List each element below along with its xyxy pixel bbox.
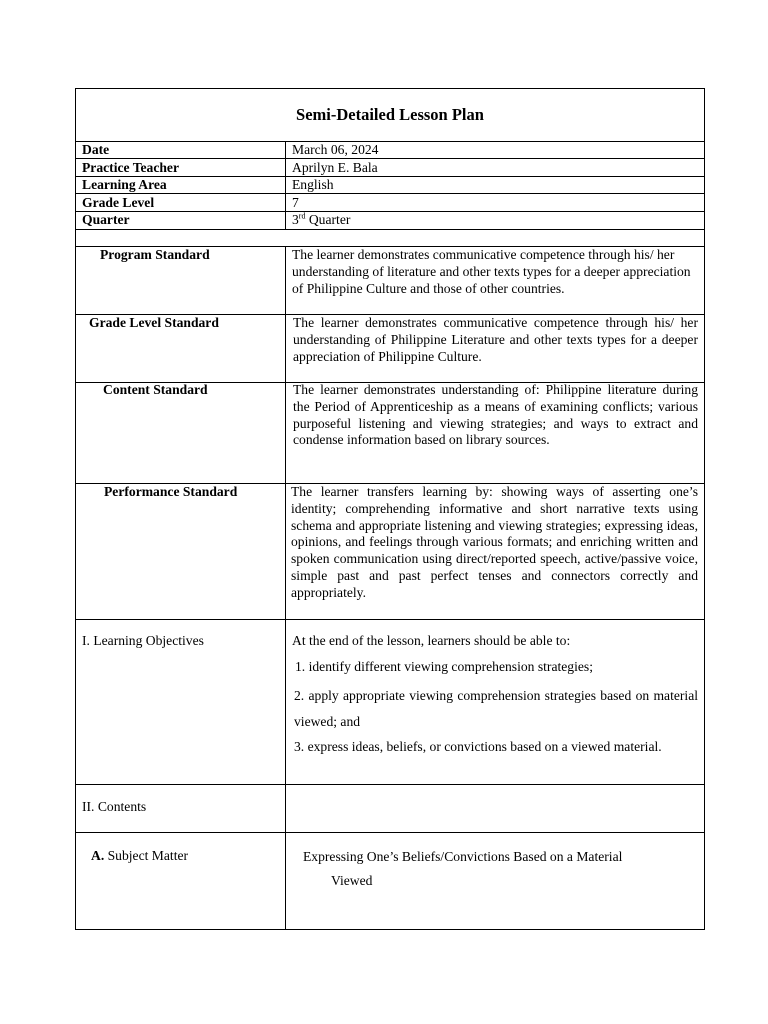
subject-matter-line2: Viewed — [331, 873, 373, 888]
quarter-value — [292, 212, 350, 229]
table-divider — [76, 211, 704, 212]
learning-objectives-label: I. Learning Objectives — [82, 633, 204, 648]
table-divider — [76, 158, 704, 159]
grade-level-value: 7 — [292, 195, 299, 210]
date-value: March 06, 2024 — [292, 142, 379, 157]
learning-area-label: Learning Area — [82, 177, 167, 192]
teacher-value: Aprilyn E. Bala — [292, 160, 378, 175]
teacher-label: Practice Teacher — [82, 160, 180, 175]
subject-matter-line1: Expressing One’s Beliefs/Convictions Based on a Material — [303, 849, 623, 864]
column-divider — [285, 246, 286, 930]
subject-matter-label-text: Subject Matter — [104, 848, 189, 863]
subject-matter-label — [91, 848, 188, 865]
table-divider — [76, 832, 704, 833]
grade-level-standard-text: The learner demonstrates communicative competence through his/ her understanding of Philippine Literature and other texts types for a deeper appreciation of Philippine Culture. — [293, 315, 698, 364]
table-divider — [76, 229, 704, 230]
performance-standard-label: Performance Standard — [104, 484, 238, 499]
grade-level-standard-label: Grade Level Standard — [89, 315, 219, 330]
table-divider — [76, 784, 704, 785]
document-title: Semi-Detailed Lesson Plan — [296, 105, 484, 124]
objective-item: 3. express ideas, beliefs, or convictions based on a viewed material. — [294, 739, 662, 754]
content-standard-label: Content Standard — [103, 382, 208, 397]
contents-label: II. Contents — [82, 799, 147, 814]
quarter-number: 3 — [292, 212, 299, 227]
subject-matter-letter: A. — [91, 848, 105, 863]
lesson-plan-table — [75, 88, 705, 930]
program-standard-label: Program Standard — [100, 247, 210, 262]
column-divider — [285, 141, 286, 229]
objective-item: 1. identify different viewing comprehension strategies; — [295, 659, 593, 674]
grade-level-label: Grade Level — [82, 195, 155, 210]
quarter-ordinal: rd — [298, 211, 306, 221]
performance-standard-text: The learner transfers learning by: showing ways of asserting one’s identity; comprehending informative and short narrative texts using schema and appropriate listening and viewing strategies; expressing ideas, opinions, and feelings through various formats; and enriching written and spoken communication using direct/reported speech, active/passive voice, simple past and past perfect tenses and connectors correctly and appropriately. — [291, 484, 698, 600]
objectives-intro: At the end of the lesson, learners should be able to: — [292, 633, 571, 648]
quarter-word: Quarter — [305, 212, 351, 227]
quarter-label: Quarter — [82, 212, 130, 227]
program-standard-text: The learner demonstrates communicative competence through his/ her understanding of literature and other texts types for a deeper appreciation of Philippine Culture and those of other countries. — [292, 247, 691, 296]
content-standard-text: The learner demonstrates understanding of: Philippine literature during the Period of Apprenticeship as a means of examining conflicts; various purposeful listening and viewing strategies; and ways to extract and condense information based on library sources. — [293, 382, 698, 448]
table-divider — [76, 141, 704, 142]
date-label: Date — [82, 142, 110, 157]
table-divider — [76, 193, 704, 194]
table-divider — [76, 619, 704, 620]
learning-area-value: English — [292, 177, 334, 192]
objective-item: 2. apply appropriate viewing comprehension strategies based on material viewed; and — [294, 688, 698, 729]
